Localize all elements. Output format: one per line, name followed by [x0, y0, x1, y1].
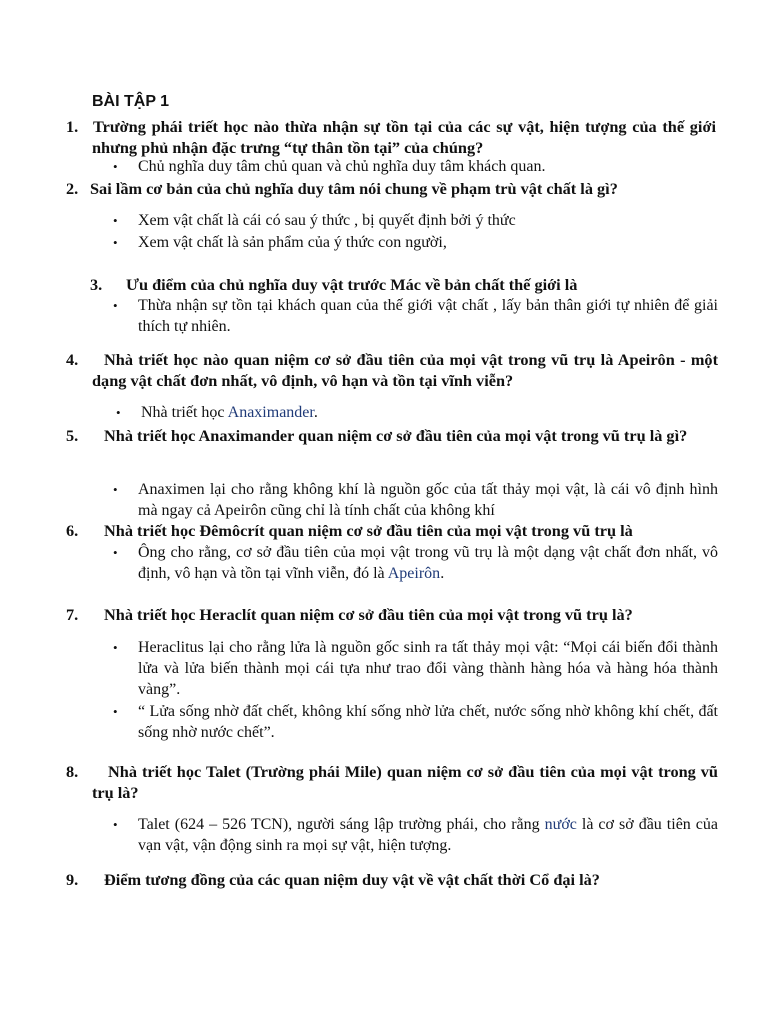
question	[66, 116, 716, 158]
highlighted-term: Apeirôn	[387, 565, 441, 582]
answer-text: Thừa nhận sự tồn tại khách quan của thế giới vật chất , lấy bản thân giới tự nhiên để giải thích tự nhiên.	[138, 297, 718, 335]
question	[66, 520, 718, 541]
highlighted-term: nước	[544, 816, 577, 833]
answer-item	[113, 701, 718, 743]
answer-item	[113, 637, 718, 700]
bullet-icon: •	[113, 213, 118, 228]
question-text: Sai lầm cơ bản của chủ nghĩa duy tâm nói chung về phạm trù vật chất là gì?	[90, 179, 618, 198]
bullet-icon: •	[113, 482, 118, 497]
question-text: Trường phái triết học nào thừa nhận sự tồn tại của các sự vật, hiện tượng của thế giới nhưng phủ nhận đặc trưng “tự thân tồn tại” của chúng?	[92, 117, 716, 157]
answer-text: Nhà triết học Anaximander.	[141, 404, 318, 421]
question-number: 7.	[66, 605, 79, 624]
question	[66, 425, 718, 446]
bullet-icon: •	[113, 704, 118, 719]
answer-text: “ Lửa sống nhờ đất chết, không khí sống nhờ lửa chết, nước sống nhờ không khí chết, đất sống nhờ nước chết”.	[138, 703, 718, 741]
answer-text: Ông cho rằng, cơ sở đầu tiên của mọi vật trong vũ trụ là một dạng vật chất đơn nhất, vô định, vô hạn và tồn tại vĩnh viễn, đó là Apeirôn.	[138, 544, 718, 582]
bullet-icon: •	[113, 817, 118, 832]
question-number: 2.	[66, 179, 79, 198]
question	[66, 604, 718, 625]
bullet-icon: •	[116, 405, 121, 420]
answer-text: Anaximen lại cho rằng không khí là nguồn gốc của tất thảy mọi vật, là cái vô định hình mà ngay cả Apeirôn cũng chỉ là tính chất của không khí	[138, 481, 718, 519]
answer-text: Talet (624 – 526 TCN), người sáng lập trường phái, cho rằng nước là cơ sở đầu tiên của vạn vật, vận động sinh ra mọi sự vật, hiện tượng.	[138, 816, 719, 854]
bullet-icon: •	[113, 545, 118, 560]
answer-text: Heraclitus lại cho rằng lửa là nguồn gốc sinh ra tất thảy mọi vật: “Mọi cái biến đổi thành lửa và lửa biến thành mọi cái tựa như trao đổi vàng thành hàng hóa và hàng hóa thành vàng”.	[138, 639, 718, 698]
bullet-icon: •	[113, 235, 118, 250]
question-number: 1.	[66, 117, 79, 136]
answer-item	[116, 402, 718, 423]
question-text: Nhà triết học Đêmôcrít quan niệm cơ sở đầu tiên của mọi vật trong vũ trụ là	[104, 521, 633, 540]
question-text: Điểm tương đồng của các quan niệm duy vật về vật chất thời Cổ đại là?	[104, 870, 600, 889]
answer-item	[113, 479, 718, 521]
question	[66, 178, 716, 199]
bullet-icon: •	[113, 640, 118, 655]
answer-item	[113, 156, 718, 177]
question-text: Ưu điểm của chủ nghĩa duy vật trước Mác về bản chất thế giới là	[126, 275, 578, 294]
question-text: Nhà triết học Talet (Trường phái Mile) quan niệm cơ sở đầu tiên của mọi vật trong vũ trụ là?	[92, 762, 718, 802]
question	[66, 349, 718, 391]
answer-item	[113, 542, 718, 584]
question	[90, 274, 716, 295]
answer-item	[113, 232, 718, 253]
question-text: Nhà triết học Heraclít quan niệm cơ sở đầu tiên của mọi vật trong vũ trụ là?	[104, 605, 633, 624]
answer-text: Xem vật chất là sản phẩm của ý thức con người,	[138, 234, 447, 251]
question-number: 5.	[66, 426, 79, 445]
question-text: Nhà triết học Anaximander quan niệm cơ sở đầu tiên của mọi vật trong vũ trụ là gì?	[104, 426, 688, 445]
bullet-icon: •	[113, 159, 118, 174]
answer-item	[113, 295, 718, 337]
answer-text: Chủ nghĩa duy tâm chủ quan và chủ nghĩa duy tâm khách quan.	[138, 158, 546, 175]
answer-text: Xem vật chất là cái có sau ý thức , bị quyết định bởi ý thức	[138, 212, 516, 229]
question-number: 3.	[90, 275, 103, 294]
highlighted-term: Anaximander	[227, 404, 314, 421]
question	[66, 761, 718, 803]
question-number: 9.	[66, 870, 79, 889]
answer-item	[113, 210, 718, 231]
page-title: BÀI TẬP 1	[92, 93, 170, 110]
question-number: 4.	[66, 350, 79, 369]
answer-item	[113, 814, 719, 856]
bullet-icon: •	[113, 298, 118, 313]
question	[66, 869, 718, 890]
question-text: Nhà triết học nào quan niệm cơ sở đầu tiên của mọi vật trong vũ trụ là Apeirôn - một dạng vật chất đơn nhất, vô định, vô hạn và tồn tại vĩnh viễn?	[92, 350, 718, 390]
question-number: 6.	[66, 521, 79, 540]
question-number: 8.	[66, 762, 79, 781]
